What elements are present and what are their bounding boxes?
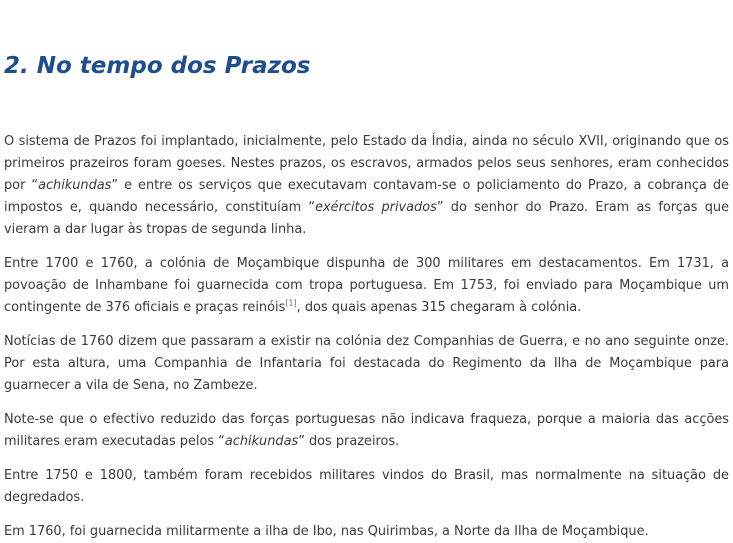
section-heading: 2. No tempo dos Prazos bbox=[4, 53, 311, 79]
paragraph-text: O sistema de Prazos foi implantado, inicialmente, pelo Estado da Índia, ainda no século XVII, originando que os primeiros prazeiros foram goeses. Nestes prazos, os escravos, armados pelos seus senhores, eram conhecidos por “ bbox=[4, 134, 729, 193]
paragraph-companies-1760: Notícias de 1760 dizem que passaram a existir na colónia dez Companhias de Guerra, e no ano seguinte onze. Por esta altura, uma Companhia de Infantaria foi destacada do Regimento da Ilha de Moçambique para guarnecer a vila de Sena, no Zambeze. bbox=[4, 334, 729, 393]
paragraph-prazos-system bbox=[4, 131, 729, 241]
paragraph-text: , dos quais apenas 315 chegaram à colónia. bbox=[296, 300, 582, 315]
emphasis-term: achikundas bbox=[224, 434, 299, 449]
paragraph-ibo-island: Em 1760, foi guarnecida militarmente a ilha de Ibo, nas Quirimbas, a Norte da Ilha de Moçambique. bbox=[4, 524, 649, 539]
emphasis-term: exércitos privados bbox=[315, 200, 437, 215]
paragraph-text: Note-se que o efectivo reduzido das forças portuguesas não indicava fraqueza, porque a maioria das acções militares eram executadas pelos “ bbox=[4, 412, 729, 449]
footnote-link[interactable]: [1] bbox=[285, 298, 297, 308]
paragraph-text: ” e entre os serviços que executavam contavam-se o policiamento do Prazo, a cobrança de impostos e, quando necessário, constituíam “ bbox=[4, 178, 729, 215]
emphasis-term: achikundas bbox=[38, 178, 112, 193]
paragraph-brazil-soldiers: Entre 1750 e 1800, também foram recebidos militares vindos do Brasil, mas normalmente na situação de degredados. bbox=[4, 468, 729, 505]
paragraph-reduced-forces bbox=[4, 409, 729, 453]
paragraph-text: ” do senhor do Prazo. Eram as forças que vieram a dar lugar às tropas de segunda linha. bbox=[4, 200, 730, 237]
paragraph-text: ” dos prazeiros. bbox=[298, 434, 400, 449]
paragraph-garrison-1700 bbox=[4, 253, 729, 319]
paragraph-text: Entre 1700 e 1760, a colónia de Moçambique dispunha de 300 militares em destacamentos. Em 1731, a povoação de Inhambane foi guarnecida com tropa portuguesa. Em 1753, foi enviado para Moçambique um contingente de 376 oficiais e praças reinóis bbox=[4, 256, 729, 315]
article-body bbox=[4, 131, 729, 543]
